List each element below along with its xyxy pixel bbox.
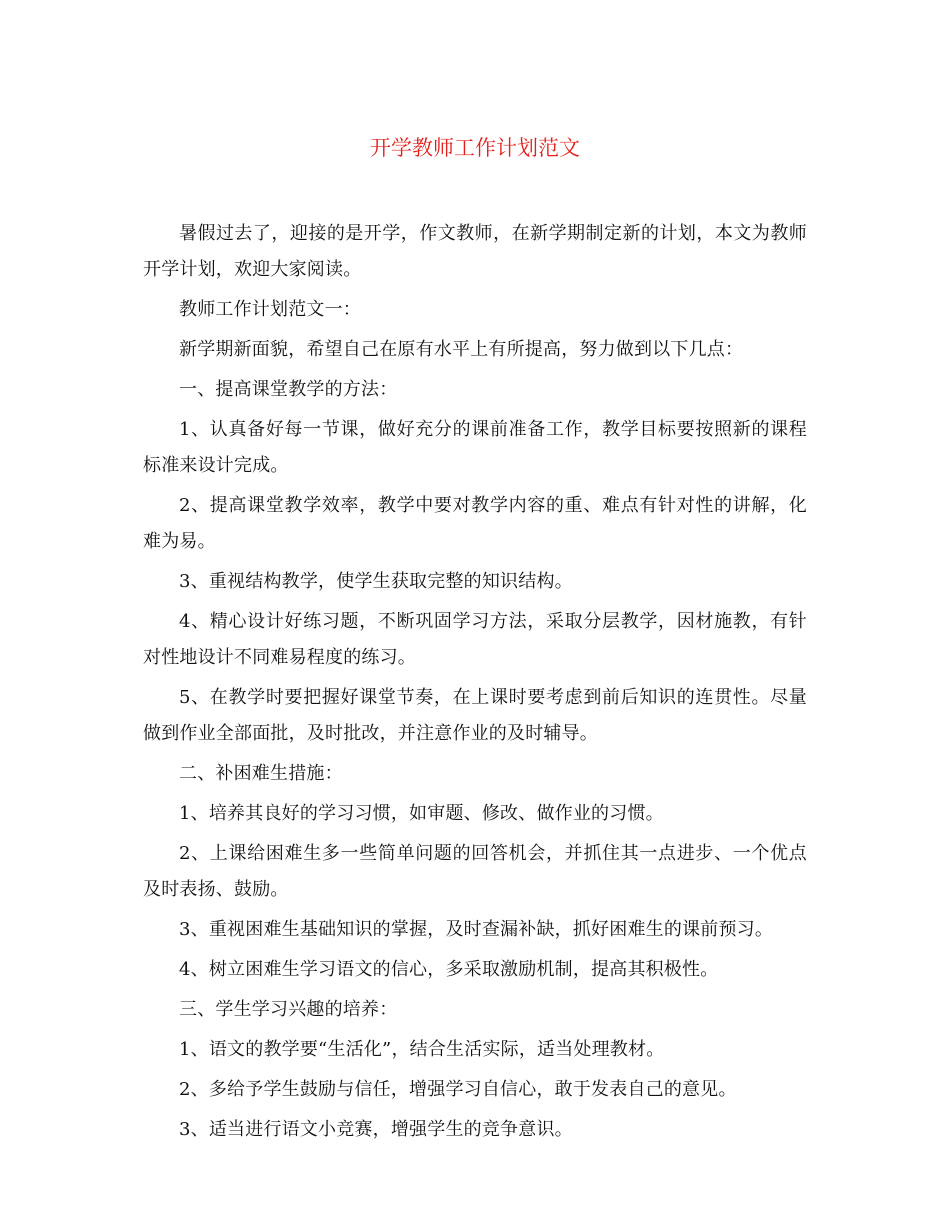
paragraph-item: 5、在教学时要把握好课堂节奏，在上课时要考虑到前后知识的连贯性。尽量做到作业全部面批，及时批改，并注意作业的及时辅导。 <box>143 687 807 744</box>
paragraph-heading-3: 三、学生学习兴趣的培养： <box>179 999 398 1020</box>
paragraph-heading-2: 二、补困难生措施： <box>179 763 343 784</box>
paragraph-opening: 新学期新面貌，希望自己在原有水平上有所提高，努力做到以下几点： <box>179 339 744 360</box>
paragraph-item: 2、上课给困难生多一些简单问题的回答机会，并抓住其一点进步、一个优点及时表扬、鼓励。 <box>143 843 807 900</box>
paragraph-item: 1、语文的教学要“生活化”，结合生活实际，适当处理教材。 <box>179 1039 665 1060</box>
paragraph-item: 3、重视困难生基础知识的掌握，及时查漏补缺，抓好困难生的课前预习。 <box>179 919 774 940</box>
document-title: 开学教师工作计划范文 <box>370 136 580 160</box>
paragraph-heading-1: 一、提高课堂教学的方法： <box>179 379 398 400</box>
paragraph-intro: 暑假过去了，迎接的是开学，作文教师，在新学期制定新的计划，本文为教师开学计划，欢迎大家阅读。 <box>143 223 807 280</box>
paragraph-section-heading: 教师工作计划范文一： <box>179 299 361 320</box>
paragraph-item: 3、重视结构教学，使学生获取完整的知识结构。 <box>179 571 573 592</box>
paragraph-item: 1、认真备好每一节课，做好充分的课前准备工作，教学目标要按照新的课程标准来设计完成。 <box>143 419 807 476</box>
paragraph-item: 1、培养其良好的学习习惯，如审题、修改、做作业的习惯。 <box>179 803 664 824</box>
paragraph-item: 4、树立困难生学习语文的信心，多采取激励机制，提高其积极性。 <box>179 959 719 980</box>
paragraph-item: 2、提高课堂教学效率，教学中要对教学内容的重、难点有针对性的讲解，化难为易。 <box>143 495 807 552</box>
paragraph-item: 3、适当进行语文小竞赛，增强学生的竞争意识。 <box>179 1119 573 1140</box>
paragraph-item: 4、精心设计好练习题，不断巩固学习方法，采取分层教学，因材施教，有针对性地设计不同难易程度的练习。 <box>143 611 807 668</box>
paragraph-item: 2、多给予学生鼓励与信任，增强学习自信心，敢于发表自己的意见。 <box>179 1079 737 1100</box>
document-body <box>143 216 807 1152</box>
